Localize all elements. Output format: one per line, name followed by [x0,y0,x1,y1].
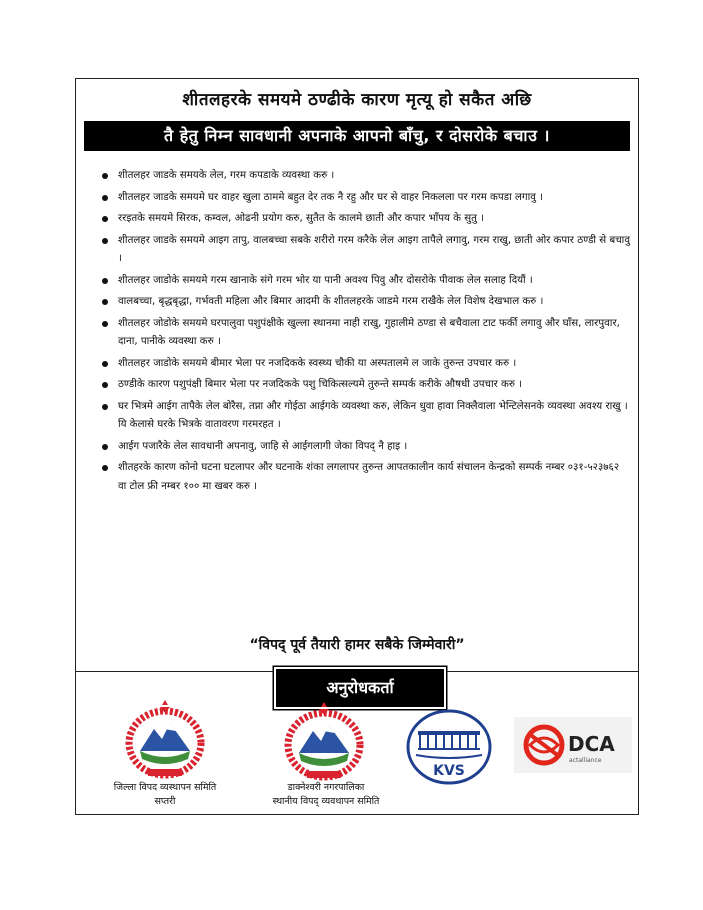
advice-text: ररइतके समयमे सिरक, कम्वल, ओढनी प्रयोग करु, सुतैत के कालमे छाती और कपार भाँपय के सुतु । [118,213,485,224]
advice-item [86,355,630,374]
advice-text: वालबच्चा, बृद्धबृद्धा, गर्भवती महिला और बिमार आदमी के शीतलहरके जाडमे गरम राखैके लेल विशेष देखभाल करु । [118,296,544,307]
municipality-caption [236,781,416,809]
bullet-icon [102,299,108,305]
advice-text: शीतलहर जाडके समयमे घर वाहर खुला ठाममे बहुत देर तक नै रहु और घर से वाहर निकलला पर गरम कपडा लगावु । [118,191,544,203]
advice-item [86,398,630,435]
advice-item [86,272,630,291]
district-committee-name: जिल्ला विपद व्यस्थापन समिति [113,782,217,793]
local-committee-name: स्थानीय विपद् व्यवथापन समिति [272,796,380,807]
advice-item [86,189,630,208]
advice-text: आईग पजारैके लेल सावधानी अपनावु, जाहि से आईगलागी जेका विपद् नै हाइ । [118,440,408,452]
advice-item [86,376,630,395]
district-committee-caption [80,781,250,809]
dca-logo [514,717,632,773]
bullet-icon [102,195,108,201]
advice-text: शीतलहर जाडके समयमे आइग तापु, वालबच्चा सबके शरीरो गरम करैके लेल आइग तापैले लगावु, गरम राखु, छाती ओर कपार ठण्डी से बचावु । [118,234,630,264]
bullet-icon [102,173,108,179]
bullet-icon [102,465,108,471]
advice-item [86,315,630,352]
advice-item [86,293,630,312]
nepal-emblem-logo [281,701,367,781]
advice-text: शीतलहर जाडोके समयमे बीमार भेला पर नजदिकके स्वस्थ्य चौकी या अस्पतालमे ल जाके तुरुन्त उपचार करु । [118,357,517,369]
bullet-icon [102,278,108,284]
advice-text: घर भित्रमे आईग तापैके लेल बोरैस, तप्ना और गोईठा आईगके व्यवस्था करु, लेकिन धुवा हावा निक्लैवाला भेन्टिलेसनके व्यवस्था अवश्य राखु । यि केलासे घरके भित्रके वातावरण गरमरहत । [118,400,628,430]
kvs-logo [406,709,492,785]
advice-item [86,459,630,496]
notice-title: शीतलहरके समयमे ठण्ढीके कारण मृत्यू हो सकैत अछि [182,90,532,110]
notice-banner: तै हेतु निम्न सावधानी अपनाके आपनो बाँचु, र दोसरोके बचाउ । [84,121,630,151]
advice-text: ठण्डीके कारण पशुपंक्षी बिमार भेला पर नजदिकके पशु चिकित्सल्यमे तुरुन्ते सम्पर्क करीके औषधी उपचार करु । [118,379,523,390]
bullet-icon [102,361,108,367]
advice-item [86,232,630,269]
advice-text: शीतलहर जाडोके समयमे गरम खानाके संगे गरम भोर या पानी अवश्य पिवु और दोसरोके पीवाक लेल सलाह दियौं । [118,274,533,286]
nepal-emblem-logo [122,699,208,779]
kvs-text: KVS [433,763,465,779]
notice-frame [75,78,639,815]
dca-text: DCA [568,732,615,756]
district-name: सप्तरी [154,796,176,807]
advice-text: शीतलहर जाडके समयके लेल, गरम कपडाके व्यवस्था करु । [118,170,335,181]
advice-item [86,167,630,186]
advice-text: शीतलहर जोडोके समयमे घरपालुवा पशुपंक्षीके खुल्ला स्थानमा नाही राखु, गुहालीमे ठण्डा से बचैवाला टाट फर्की लगावु और घाँस, लारपुवार, दाना, पानीके व्यवस्था करु । [118,317,620,347]
municipality-name: डाक्नेश्वरी नगरपालिका [287,782,365,793]
dca-subtext: actalliance [569,757,602,764]
bullet-icon [102,444,108,450]
slogan: “विपद् पूर्व तैयारी हामर सबैके जिम्मेवारी” [249,637,465,653]
bullet-icon [102,382,108,388]
advice-list [86,167,630,499]
bullet-icon [102,216,108,222]
requester-label: अनुरोधकर्ता [276,669,444,707]
advice-item [86,210,630,229]
advice-text: शीतहरके कारण कोनो घटना घटलापर और घटनाके शंका लगलापर तुरुन्त आपतकालीन कार्य संचालन केन्द्रको सम्पर्क नम्बर ०३१-५२३७६२ वा टोल फ्री नम्बर १०० मा खबर करु । [118,462,620,492]
advice-item [86,438,630,457]
bullet-icon [102,321,108,327]
bullet-icon [102,404,108,410]
bullet-icon [102,238,108,244]
